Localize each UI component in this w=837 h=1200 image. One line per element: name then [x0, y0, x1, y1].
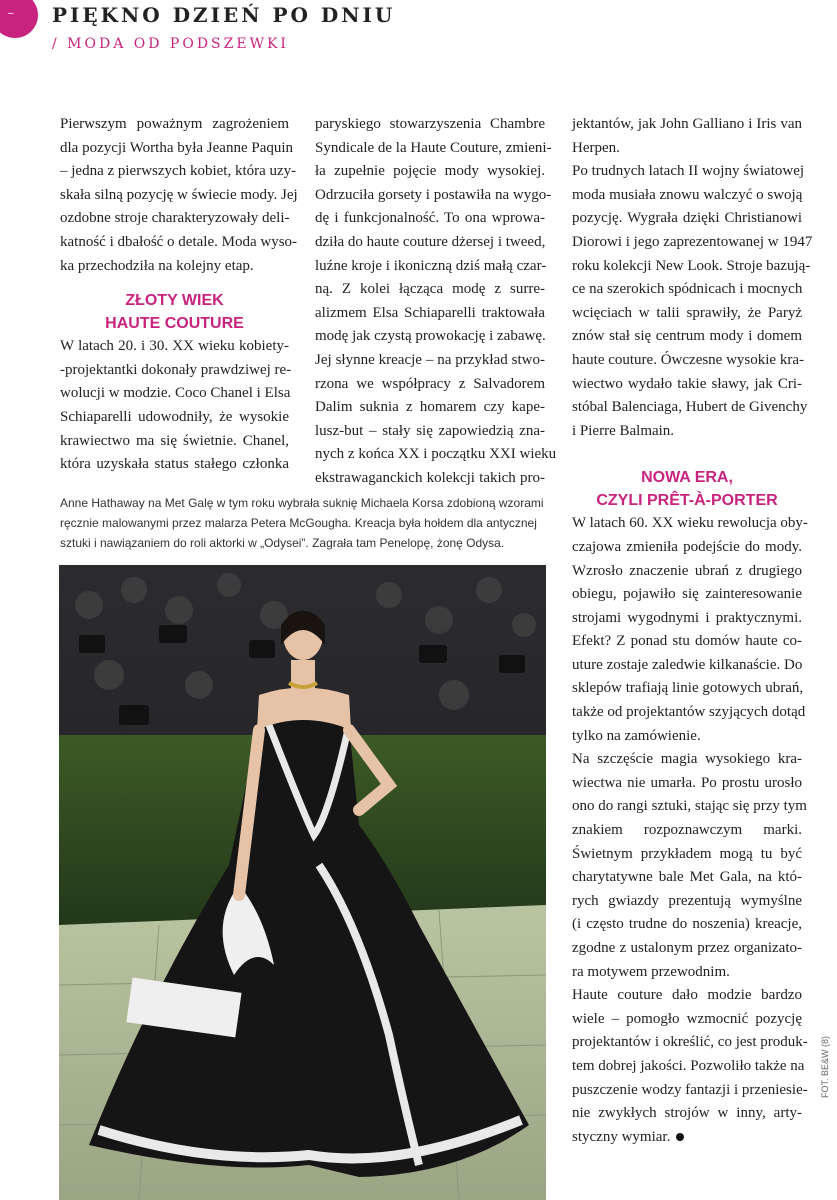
- text-line: katność i dbałość o detale. Moda wyso-: [60, 233, 298, 250]
- subheading-golden-age: [60, 289, 289, 335]
- caption-line: Anne Hathaway na Met Galę w tym roku wybrała suknię Michaela Korsa zdobioną wzorami: [60, 496, 544, 510]
- text-line: uture zostaje zaledwie kilkanaście. Do: [572, 656, 803, 673]
- text-line: rzona we współpracy z Salvadorem: [315, 375, 545, 392]
- article-column-2: [315, 113, 557, 491]
- text-line: także od projektantów szyjących dotąd: [572, 704, 806, 721]
- text-line: jektantów, jak John Galliano i Iris van: [572, 116, 802, 132]
- text-line: (i często trudne do noszenia) kreacje,: [572, 916, 802, 933]
- paragraph: [572, 160, 813, 443]
- text-line: puszczenie wodzy fantazji i przeniesie-: [572, 1081, 808, 1098]
- text-line: Schiaparelli udowodniły, że wysokie: [60, 408, 289, 425]
- text-line: strojami wygodnymi i praktycznymi.: [572, 609, 802, 626]
- text-line: ra motywem przewodnim.: [572, 963, 730, 980]
- text-line: paryskiego stowarzyszenia Chambre: [315, 116, 545, 132]
- text-line: ka przechodziła na kolejny etap.: [60, 257, 254, 274]
- text-line: projektantów i określić, co jest produk-: [572, 1034, 808, 1051]
- text-line: Herpen.: [572, 139, 620, 156]
- text-line: i Pierre Balmain.: [572, 422, 675, 439]
- text-line: ono do rangi sztuki, stając się przy tym: [572, 798, 807, 815]
- text-line: Diorowi i jego zaprezentowanej w 1947: [572, 233, 813, 250]
- text-line: ekstrawaganckich kolekcji takich pro-: [315, 469, 545, 486]
- text-line: Po trudnych latach II wojny światowej: [572, 163, 805, 180]
- text-line: znakiem rozpoznawczym marki.: [572, 822, 802, 839]
- caption-line: sztuki i nawiązaniem do roli aktorki w „Odysei”. Zagrała tam Penelopę, żonę Odysa.: [60, 536, 505, 550]
- paragraph: [572, 984, 808, 1149]
- text-line: – jedna z pierwszych kobiet, która uzy-: [60, 163, 297, 180]
- text-line-final: [572, 1126, 802, 1150]
- text-line: ła zupełnie pojęcie mody wysokiej.: [315, 163, 545, 180]
- text-line: wolucji w modzie. Coco Chanel i Elsa: [60, 385, 291, 402]
- text-line: tem dobrej jakości. Pozwoliło także na: [572, 1057, 805, 1074]
- photo-caption: [60, 493, 544, 553]
- text-line: rych gwiazdy prezentują wymyślne: [572, 892, 802, 909]
- text-line: wcięciach w talii sprawiły, że Paryż: [572, 304, 802, 321]
- text-line: nie zwykłych strojów w inny, arty-: [572, 1105, 802, 1122]
- text-line: Świetnym przykładem mogą tu być: [572, 845, 802, 862]
- paragraph: [572, 113, 802, 160]
- article-column-1: [60, 113, 298, 477]
- text-line: wiectwa nie umarła. Po prostu urosło: [572, 774, 802, 791]
- text-line: haute couture. Ówczesne wysokie kra-: [572, 351, 804, 368]
- text-line: Jej słynne kreacje – na przykład stwo-: [315, 351, 545, 368]
- text-line: krawiectwo ma się świetnie. Chanel,: [60, 432, 289, 449]
- text-line: -projektantki dokonały prawdziwej re-: [60, 361, 292, 378]
- text-line-final-content: styczny wymiar.: [572, 1128, 671, 1145]
- text-line: lusz-but – stały się zapowiedzią zna-: [315, 422, 545, 439]
- text-line: dziła do haute couture dżersej i tweed,: [315, 233, 546, 250]
- text-line: Wzrosło znaczenie ubrań z drugiego: [572, 562, 802, 579]
- text-line: czajowa zmieniła podejście do mody.: [572, 538, 802, 555]
- text-line: pozycję. Wygrała dzięki Christianowi: [572, 210, 802, 227]
- text-line: skała silną pozycję w świecie mody. Jej: [60, 186, 298, 203]
- page-number-badge: [0, 0, 38, 38]
- text-line: tylko na zamówienie.: [572, 727, 701, 744]
- text-line: wiele – pomogło wzmocnić pozycję: [572, 1010, 802, 1027]
- text-line: roku kolekcji New Look. Stroje bazują-: [572, 257, 811, 274]
- text-line: W latach 20. i 30. XX wieku kobiety-: [60, 338, 289, 355]
- text-line: charytatywne bale Met Gala, na któ-: [572, 869, 802, 886]
- paragraph: [60, 113, 298, 278]
- text-line: znów stał się centrum mody i domem: [572, 328, 802, 345]
- subheading-line: HAUTE COUTURE: [105, 315, 244, 333]
- text-line: która uzyskała status stałego członka: [60, 456, 289, 473]
- caption-line: ręcznie malowanymi przez malarza Petera McGougha. Kreacja była hołdem dla antycznej: [60, 516, 537, 530]
- text-line: dę i funkcjonalność. To ona wprowa-: [315, 210, 545, 227]
- text-line: luźne kroje i ikoniczną dziś małą czar-: [315, 257, 547, 274]
- text-line: obiegu, pojawiło się zainteresowanie: [572, 586, 802, 603]
- end-of-article-dot-icon: [676, 1133, 684, 1141]
- paragraph: [572, 748, 807, 984]
- text-line: stóbal Balenciaga, Hubert de Givenchy: [572, 399, 808, 416]
- text-line: Syndicale de la Haute Couture, zmieni-: [315, 139, 552, 156]
- text-line: Efekt? Z ponad stu domów haute co-: [572, 633, 802, 650]
- text-line: moda musiała znowu walczyć o swoją: [572, 186, 803, 203]
- text-line: Dalim suknia z homarem czy kape-: [315, 399, 545, 416]
- paragraph: [60, 335, 292, 477]
- paragraph: [315, 113, 557, 491]
- page-number: –: [8, 8, 14, 19]
- section-subtitle: / MODA OD PODSZEWKI: [52, 36, 289, 52]
- text-line: dla pozycji Wortha była Jeanne Paquin: [60, 139, 294, 156]
- text-line: W latach 60. XX wieku rewolucja oby-: [572, 515, 808, 532]
- photo-credit: FOT. BE&W (8): [820, 1035, 830, 1098]
- text-line: ce na szerokich spódnicach i mocnych: [572, 281, 803, 298]
- subheading-new-era: [572, 466, 802, 512]
- text-line: Haute couture dało modzie bardzo: [572, 987, 802, 1004]
- article-column-3: [572, 113, 813, 1149]
- text-line: zgodne z ustalonym przez organizato-: [572, 940, 802, 956]
- text-line: Na szczęście magia wysokiego kra-: [572, 751, 802, 768]
- text-line: ozdobne stroje charakteryzowały deli-: [60, 210, 290, 227]
- subheading-line: NOWA ERA,: [641, 469, 733, 487]
- met-gala-photo: [59, 565, 546, 1200]
- text-line: ną. Z kolei łącząca modę z surre-: [315, 281, 545, 298]
- text-line: alizmem Elsa Schiaparelli traktowała: [315, 304, 545, 321]
- subheading-line: ZŁOTY WIEK: [125, 292, 224, 310]
- text-line: modę jak czystą prowokację i zabawę.: [315, 328, 546, 345]
- section-title: PIĘKNO DZIEŃ PO DNIU: [52, 3, 396, 27]
- text-line: Pierwszym poważnym zagrożeniem: [60, 116, 289, 132]
- text-line: Odrzuciła gorsety i postawiła na wygo-: [315, 186, 552, 203]
- text-line: sklepów trafiają linie gotowych ubrań,: [572, 680, 804, 697]
- text-line: wiectwo wydało takie sławy, jak Cri-: [572, 375, 802, 392]
- text-line: nych z końca XX i początku XXI wieku: [315, 446, 557, 463]
- paragraph: [572, 512, 808, 748]
- subheading-line: CZYLI PRÊT-À-PORTER: [596, 492, 778, 510]
